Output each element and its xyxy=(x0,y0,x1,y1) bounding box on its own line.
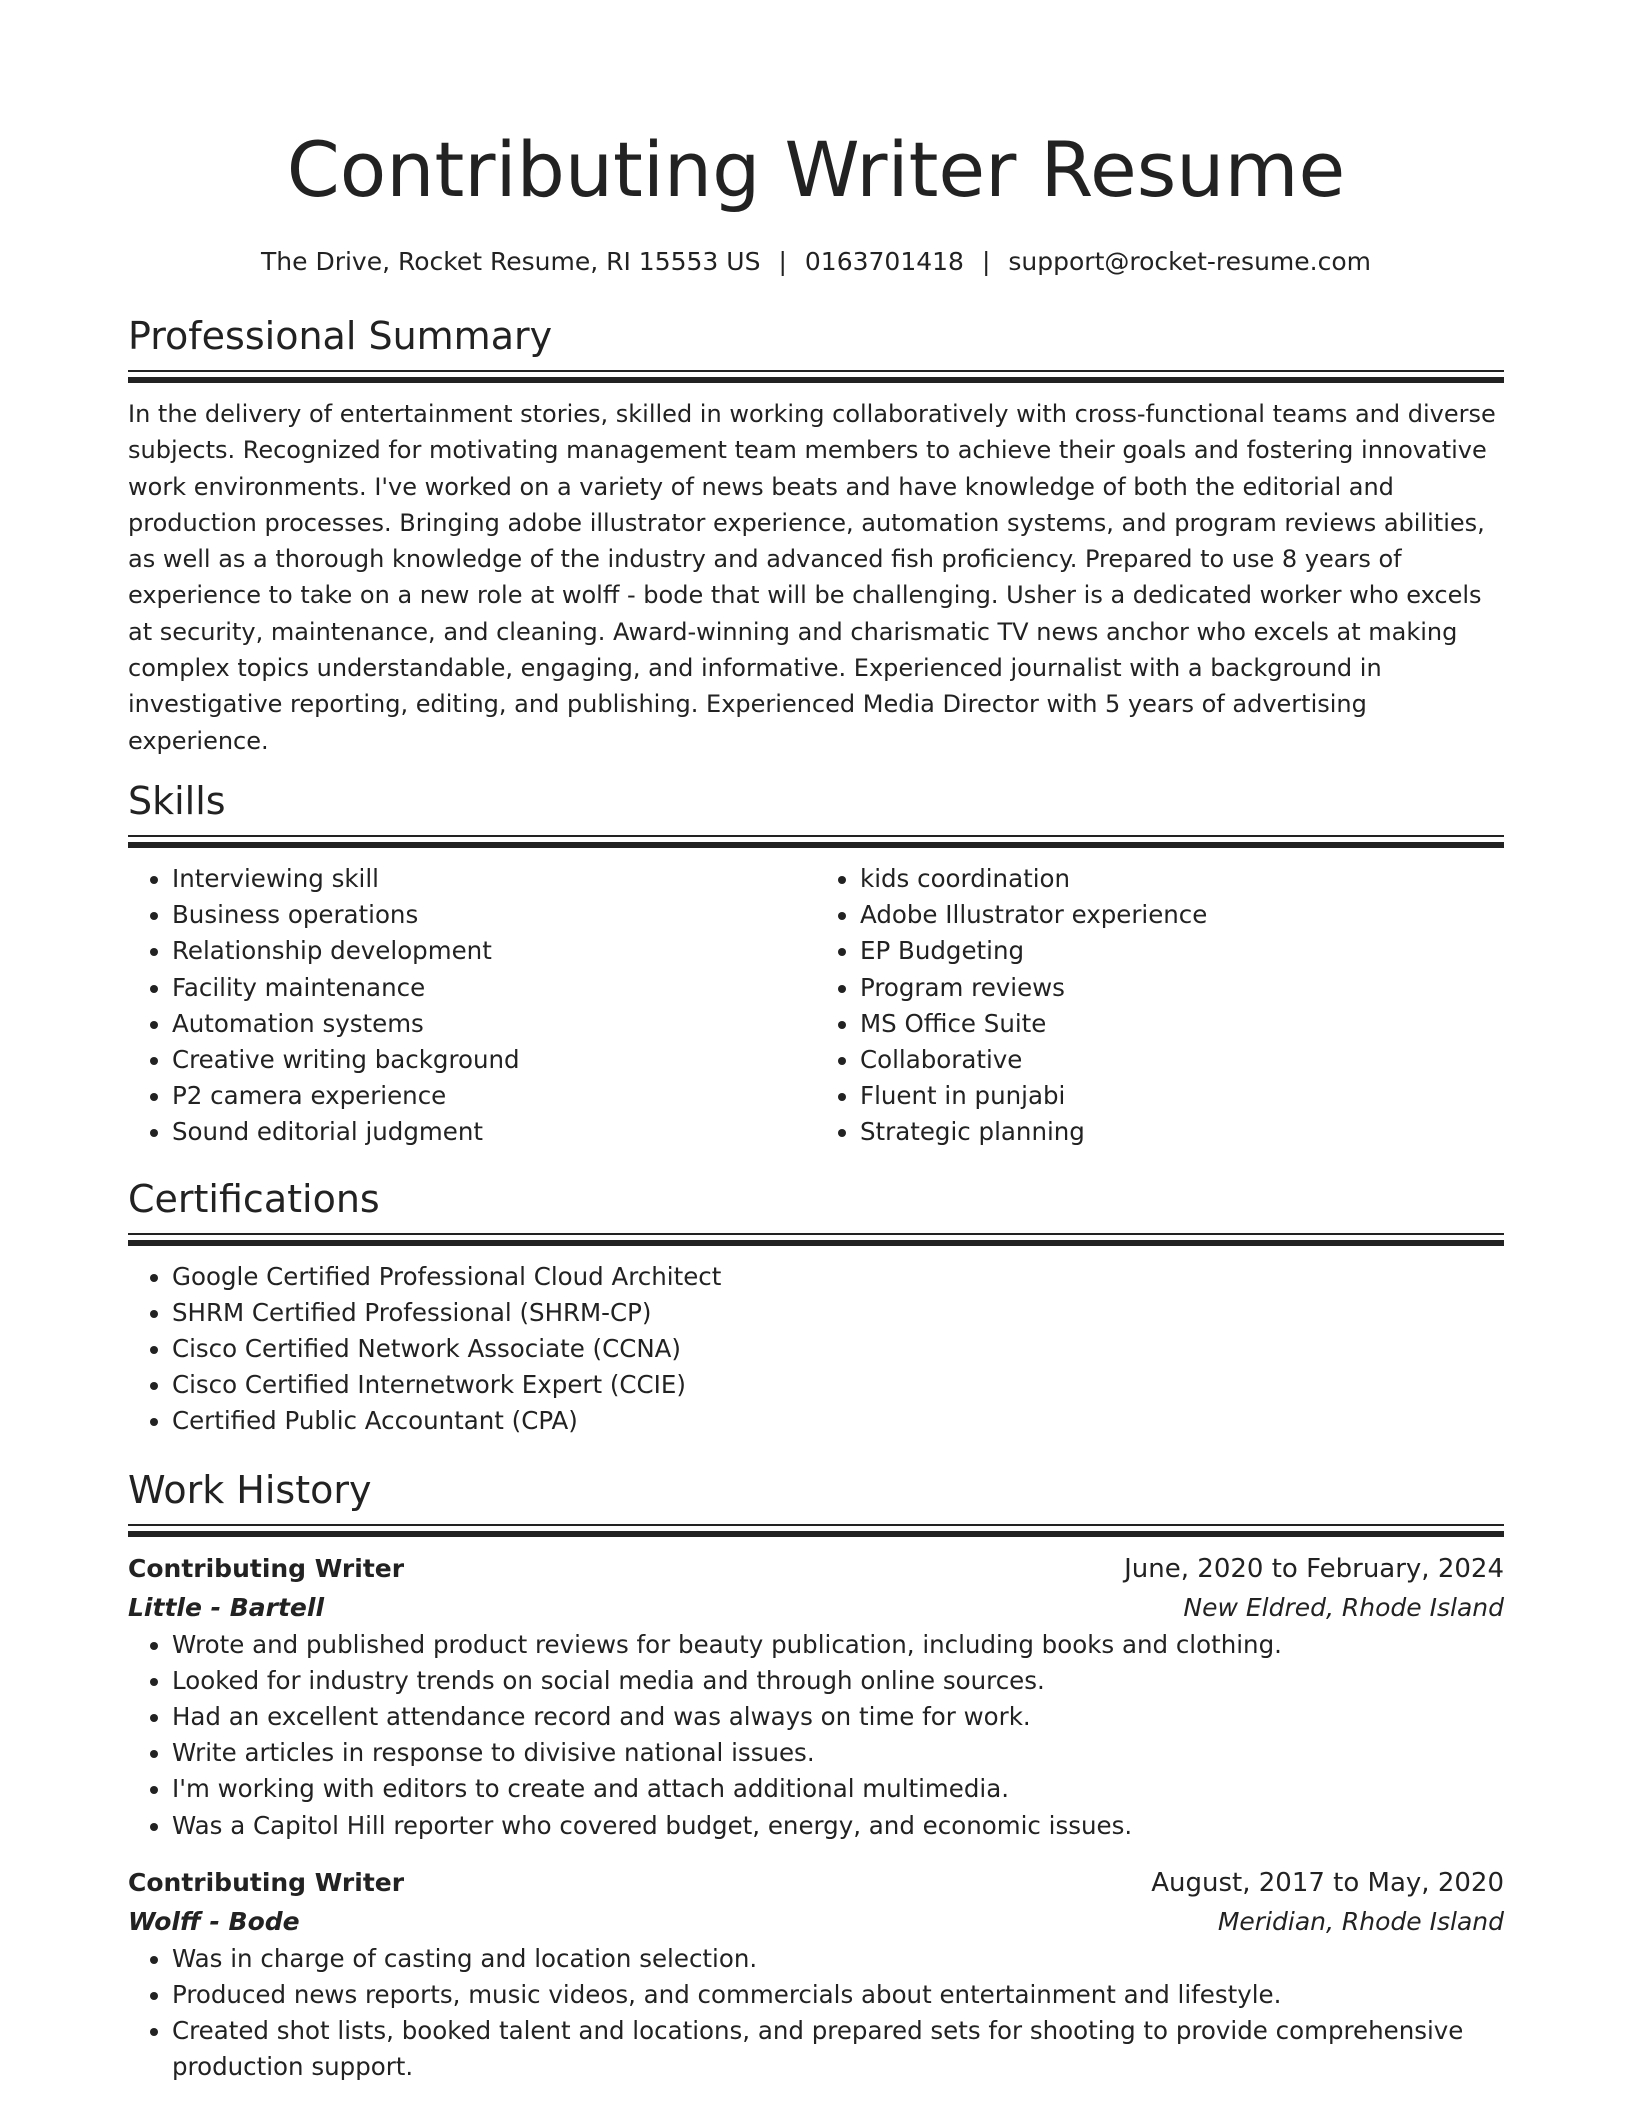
skill-item: • Sound editorial judgment xyxy=(172,1114,816,1150)
work-history-section xyxy=(128,1466,1504,2086)
job-title: Contributing Writer xyxy=(128,1553,405,1583)
job-dates: June, 2020 to February, 2024 xyxy=(1124,1553,1504,1584)
job-header xyxy=(128,1550,1504,1588)
section-divider xyxy=(128,1524,1504,1536)
skill-item: • Business operations xyxy=(172,897,816,933)
contact-address: The Drive, Rocket Resume, RI 15553 US xyxy=(261,247,761,276)
skill-item: • kids coordination xyxy=(860,861,1504,897)
skill-item: • Strategic planning xyxy=(860,1114,1504,1150)
job-location: Meridian, Rhode Island xyxy=(1217,1906,1504,1936)
job-bullet: • Was a Capitol Hill reporter who covered budget, energy, and economic issues. xyxy=(172,1808,1504,1844)
certification-item: • SHRM Certified Professional (SHRM-CP) xyxy=(172,1295,1504,1331)
skill-item: • Adobe Illustrator experience xyxy=(860,897,1504,933)
job-subheader xyxy=(128,1589,1504,1627)
section-divider xyxy=(128,835,1504,847)
section-divider xyxy=(128,370,1504,382)
job-bullet: • Write articles in response to divisive national issues. xyxy=(172,1735,1504,1771)
job-company: Wolff - Bode xyxy=(128,1906,300,1936)
certifications-list xyxy=(128,1259,1504,1440)
job-bullet-list xyxy=(128,1941,1504,2086)
job-bullet: • Produced news reports, music videos, and commercials about entertainment and lifestyle. xyxy=(172,1977,1504,2013)
job-bullet: • Had an excellent attendance record and was always on time for work. xyxy=(172,1699,1504,1735)
skill-item: • Creative writing background xyxy=(172,1042,816,1078)
job-bullet: • Looked for industry trends on social media and through online sources. xyxy=(172,1663,1504,1699)
summary-text: In the delivery of entertainment stories, skilled in working collaboratively with cross-functional teams and diverse subjects. Recognized for motivating management team members to achieve their goals and fostering innovative work environments. I've worked on a variety of news beats and have knowledge of both the editorial and production processes. Bringing adobe illustrator experience, automation systems, and program reviews abilities, as well as a thorough knowledge of the industry and advanced fish proficiency. Prepared to use 8 years of experience to take on a new role at wolff - bode that will be challenging. Usher is a dedicated worker who excels at security, maintenance, and cleaning. Award-winning and charismatic TV news anchor who excels at making complex topics understandable, engaging, and informative. Experienced journalist with a background in investigative reporting, editing, and publishing. Experienced Media Director with 5 years of advertising experience. xyxy=(128,400,1496,755)
certification-item: • Cisco Certified Network Associate (CCNA) xyxy=(172,1331,1504,1367)
job-title: Contributing Writer xyxy=(128,1867,405,1897)
contact-separator: | xyxy=(778,247,787,276)
skills-column-right xyxy=(816,861,1504,1151)
job-dates: August, 2017 to May, 2020 xyxy=(1151,1867,1504,1898)
skills-list-left xyxy=(128,861,816,1151)
summary-section xyxy=(128,312,1504,759)
skill-item: • Automation systems xyxy=(172,1006,816,1042)
skill-item: • EP Budgeting xyxy=(860,933,1504,969)
certifications-heading: Certifications xyxy=(128,1176,380,1221)
skills-heading: Skills xyxy=(128,778,226,823)
skill-item: • Program reviews xyxy=(860,970,1504,1006)
job-bullet-list xyxy=(128,1627,1504,1844)
skill-item: • Collaborative xyxy=(860,1042,1504,1078)
contact-phone: 0163701418 xyxy=(804,247,964,276)
job-bullet: • Created shot lists, booked talent and locations, and prepared sets for shooting to provide comprehensive production support. xyxy=(172,2013,1504,2085)
skill-item: • Interviewing skill xyxy=(172,861,816,897)
skill-item: • Relationship development xyxy=(172,933,816,969)
job-entry xyxy=(128,1864,1504,2086)
job-bullet: • Was in charge of casting and location selection. xyxy=(172,1941,1504,1977)
skill-item: • P2 camera experience xyxy=(172,1078,816,1114)
certification-item: • Certified Public Accountant (CPA) xyxy=(172,1403,1504,1439)
skills-column-left xyxy=(128,861,816,1151)
job-location: New Eldred, Rhode Island xyxy=(1183,1592,1504,1622)
certification-item: • Google Certified Professional Cloud Architect xyxy=(172,1259,1504,1295)
contact-separator: | xyxy=(981,247,991,276)
skills-section xyxy=(128,777,1504,1151)
work-history-heading: Work History xyxy=(128,1467,372,1512)
section-divider xyxy=(128,1233,1504,1245)
skill-item: • Fluent in punjabi xyxy=(860,1078,1504,1114)
job-entry xyxy=(128,1550,1504,1844)
summary-heading: Professional Summary xyxy=(128,314,553,358)
job-bullet: • Wrote and published product reviews for beauty publication, including books and clothing. xyxy=(172,1627,1504,1663)
skills-list-right xyxy=(816,861,1504,1151)
skills-grid xyxy=(128,861,1504,1151)
contact-email[interactable]: support@rocket-resume.com xyxy=(1008,247,1371,276)
skill-item: • MS Office Suite xyxy=(860,1006,1504,1042)
job-subheader xyxy=(128,1903,1504,1941)
resume-title: Contributing Writer Resume xyxy=(286,125,1346,214)
job-header xyxy=(128,1864,1504,1902)
job-company: Little - Bartell xyxy=(128,1592,325,1622)
skill-item: • Facility maintenance xyxy=(172,970,816,1006)
certification-item: • Cisco Certified Internetwork Expert (CCIE) xyxy=(172,1367,1504,1403)
jobs-list xyxy=(128,1550,1504,2086)
certifications-section xyxy=(128,1175,1504,1440)
job-bullet: • I'm working with editors to create and attach additional multimedia. xyxy=(172,1771,1504,1807)
contact-line xyxy=(128,246,1504,278)
